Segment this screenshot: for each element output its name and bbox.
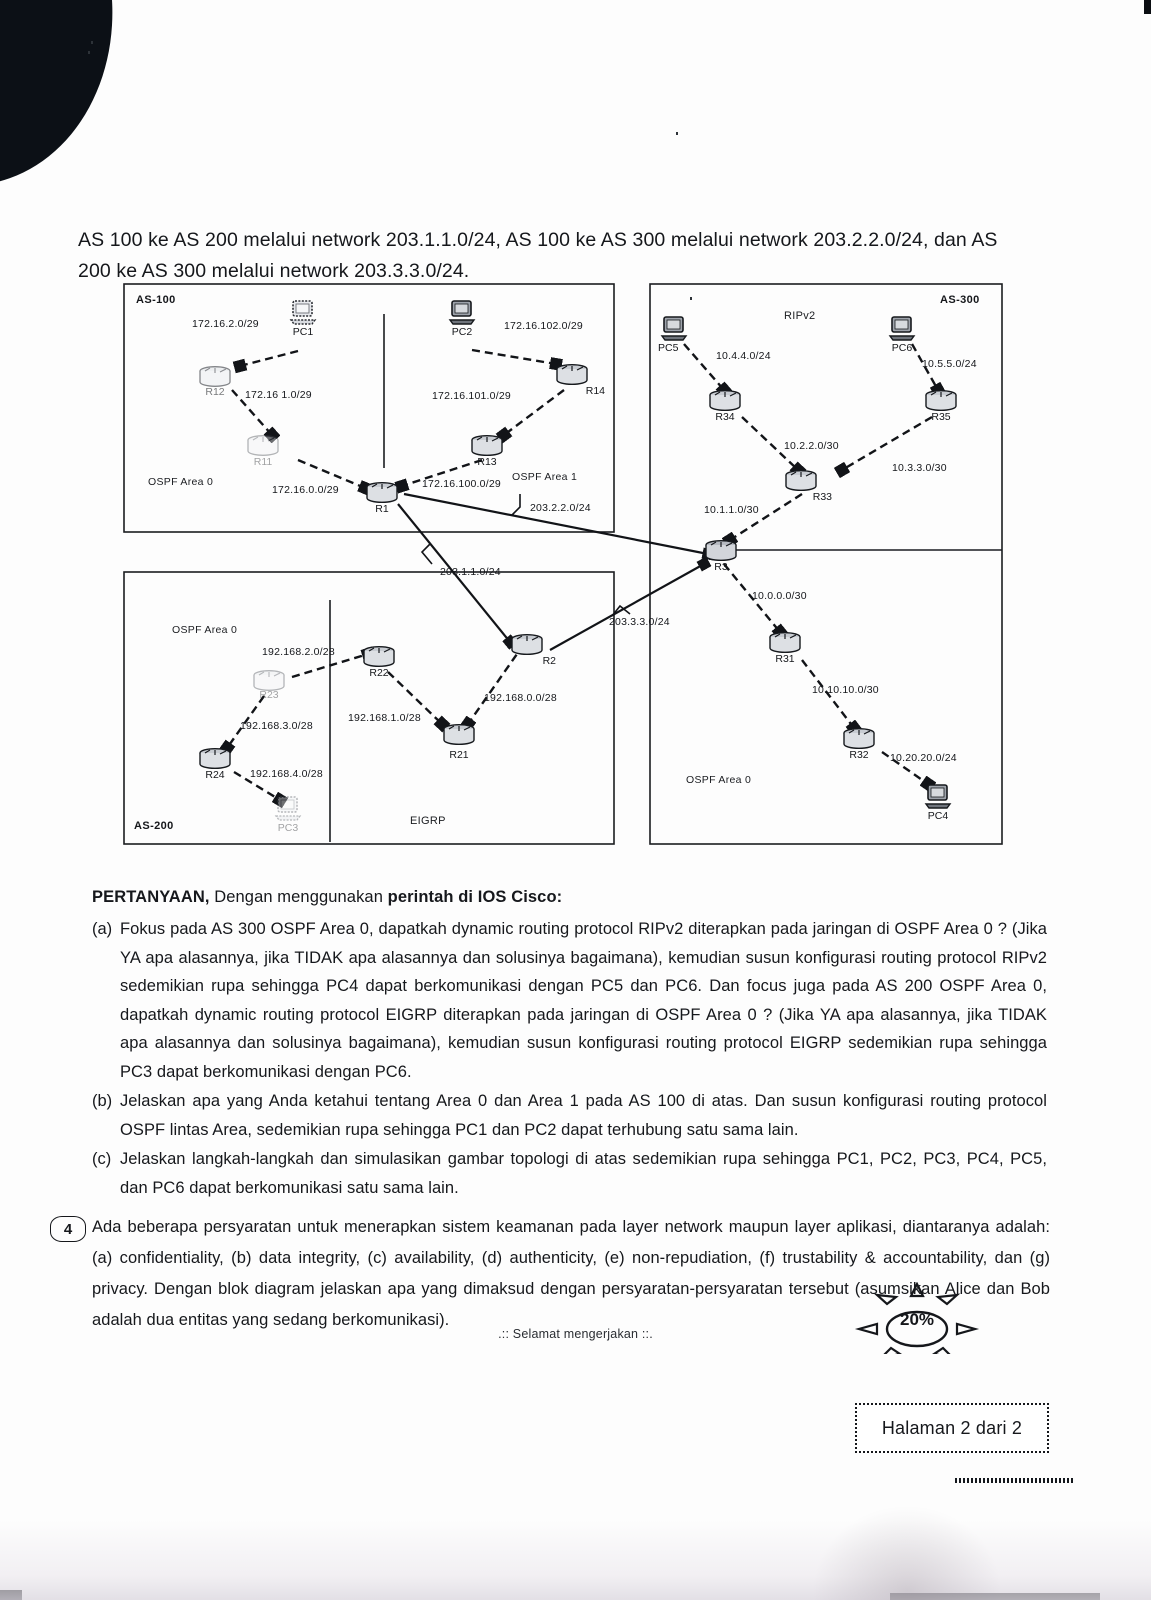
netlabel-172-16-0-0: 172.16.0.0/29	[272, 484, 339, 496]
node-label-r11: R11	[253, 456, 273, 468]
node-r24	[198, 748, 232, 781]
page-number-text: Halaman 2 dari 2	[881, 1417, 1023, 1438]
node-r2	[510, 634, 556, 667]
questions-heading-mid: Dengan menggunakan	[214, 888, 388, 906]
scan-artifact-smudge	[812, 1505, 1002, 1600]
netlabel-10-0-0-0: 10.0.0.0/30	[752, 590, 807, 602]
network-topology-diagram	[112, 272, 1012, 857]
node-r31	[768, 632, 802, 665]
question-text-a: Fokus pada AS 300 OSPF Area 0, dapatkah dynamic routing protocol RIPv2 diterapkan pada jaringan di OSPF Area 0 ? (Jika YA apa alasannya, jika TIDAK apa alasannya dan solusinya bagaimana), kemudian susun konfigurasi routing protocol RIPv2 sedemikian rupa sehingga PC4 dapat berkomunikasi dengan PC5 dan PC6. Dan focus juga pada AS 200 OSPF Area 0, dapatkah dynamic routing protocol EIGRP diterapkan pada jaringan di OSPF Area 0 ? (Jika YA apa alasannya, jika TIDAK apa alasannya dan solusinya bagaimana), kemudian susun konfigurasi routing protocol EIGRP sedemikian rupa sehingga PC3 dapat berkomunikasi dengan PC6.	[120, 920, 1047, 1081]
scan-speck	[88, 51, 90, 54]
as100-tag: AS-100	[136, 294, 176, 306]
node-pc1	[289, 300, 317, 338]
question-text-c: Jelaskan langkah-langkah dan simulasikan gambar topologi di atas sedemikian rupa sehingga PC1, PC2, PC3, PC4, PC5, dan PC6 dapat berkomunikasi satu sama lain.	[120, 1150, 1047, 1197]
scan-artifact-corner	[0, 0, 130, 186]
netlabel-192-168-3-0: 192.168.3.0/28	[240, 720, 313, 732]
node-label-r3: R3	[714, 561, 728, 573]
scan-speck	[91, 41, 93, 44]
node-r14	[555, 364, 605, 397]
node-r3	[704, 540, 738, 573]
node-label-r22: R22	[369, 667, 389, 679]
as200-protocol-label: EIGRP	[410, 815, 446, 827]
scan-speck	[676, 132, 678, 135]
node-r35	[924, 390, 958, 423]
node-label-pc3: PC3	[277, 822, 299, 834]
netlabel-172-16-2-0: 172.16.2.0/29	[192, 318, 259, 330]
netlabel-10-1-1-0: 10.1.1.0/30	[704, 504, 759, 516]
netlabel-172-16-100-0: 172.16.100.0/29	[422, 478, 501, 490]
node-r22	[362, 646, 396, 679]
node-r12	[198, 366, 232, 398]
closing-note: .:: Selamat mengerjakan ::.	[498, 1327, 653, 1341]
netlabel-172-16-1-0: 172.16 1.0/29	[245, 389, 312, 401]
netlabel-10-3-3-0: 10.3.3.0/30	[892, 462, 947, 474]
node-pc5	[658, 316, 688, 354]
netlabel-203-3-3-0: 203.3.3.0/24	[609, 616, 670, 628]
node-label-r32: R32	[849, 749, 869, 761]
node-label-r13: R13	[477, 456, 497, 468]
netlabel-10-10-10-0: 10.10.10.0/30	[812, 684, 879, 696]
node-label-r24: R24	[205, 769, 225, 781]
as300-area0-label: OSPF Area 0	[686, 774, 752, 786]
question-item-c	[92, 1145, 1047, 1202]
netlabel-192-168-2-0: 192.168.2.0/28	[262, 646, 335, 658]
node-r33	[784, 470, 832, 503]
as300-protocol-label: RIPv2	[784, 310, 816, 322]
node-label-r12: R12	[205, 386, 225, 398]
node-label-r23: R23	[259, 689, 279, 701]
questions-heading-lead: PERTANYAAN,	[92, 888, 215, 906]
weight-badge-value: 20%	[899, 1309, 935, 1329]
node-pc4	[924, 784, 952, 822]
node-r23	[252, 670, 286, 701]
node-r21	[442, 724, 476, 761]
as100-area1-label: OSPF Area 1	[512, 471, 578, 483]
node-label-pc1: PC1	[292, 326, 314, 338]
node-r1	[365, 482, 399, 515]
node-r13	[470, 435, 504, 468]
scan-artifact-tick-marks	[955, 1478, 1073, 1483]
netlabel-192-168-0-0: 192.168.0.0/28	[484, 692, 557, 704]
netlabel-172-16-102-0: 172.16.102.0/29	[504, 320, 583, 332]
netlabel-203-2-2-0: 203.2.2.0/24	[530, 502, 591, 514]
as200-area0-label: OSPF Area 0	[172, 624, 238, 636]
node-label-r35: R35	[931, 411, 951, 423]
node-label-r21: R21	[449, 749, 469, 761]
question-marker-a: (a)	[92, 920, 113, 938]
node-label-r14: R14	[585, 385, 605, 397]
as200-tag: AS-200	[134, 820, 174, 832]
netlabel-172-16-101-0: 172.16.101.0/29	[432, 390, 511, 402]
node-label-pc5: PC5	[658, 342, 679, 354]
page-number-box	[855, 1403, 1049, 1453]
weight-badge-sunburst	[851, 1282, 983, 1354]
scan-artifact-right-edge	[1144, 0, 1151, 14]
node-pc2	[448, 300, 476, 338]
question-text-b: Jelaskan apa yang Anda ketahui tentang Area 0 dan Area 1 pada AS 100 di atas. Dan susun konfigurasi routing protocol OSPF lintas Area, sedemikian rupa sehingga PC1 dan PC2 dapat terhubung satu sama lain.	[120, 1092, 1047, 1139]
node-r32	[842, 728, 876, 761]
netlabel-10-20-20-0: 10.20.20.0/24	[890, 752, 957, 764]
question-text-4: Ada beberapa persyaratan untuk menerapkan sistem keamanan pada layer network maupun layer aplikasi, diantaranya adalah: (a) confidentiality, (b) data integrity, (c) availability, (d) authenticity, (e) non-repudiation, (f) trustability & accountability, dan (g) privacy. Dengan blok diagram jelaskan apa yang dimaksud dengan persyaratan-persyaratan tersebut (asumsikan Alice dan Bob adalah dua entitas yang sedang berkomunikasi).	[92, 1218, 1050, 1329]
question-item-b	[92, 1087, 1047, 1144]
node-label-r33: R33	[812, 491, 832, 503]
as300-tag: AS-300	[940, 294, 980, 306]
node-pc6	[888, 316, 916, 354]
netlabel-10-2-2-0: 10.2.2.0/30	[784, 440, 839, 452]
questions-heading	[92, 888, 562, 907]
netlabel-192-168-1-0: 192.168.1.0/28	[348, 712, 421, 724]
node-label-pc6: PC6	[891, 342, 913, 354]
questions-list	[92, 915, 1047, 1203]
node-label-r2: R2	[542, 655, 556, 667]
node-r34	[708, 390, 742, 423]
node-label-pc4: PC4	[927, 810, 949, 822]
question-marker-b: (b)	[92, 1092, 113, 1110]
node-label-r34: R34	[715, 411, 735, 423]
question-item-a	[92, 915, 1047, 1086]
intro-paragraph: AS 100 ke AS 200 melalui network 203.1.1.0/24, AS 100 ke AS 300 melalui network 203.2.2.0/24, dan AS 200 ke AS 300 melalui network 203.3.3.0/24.	[78, 228, 998, 282]
node-r11	[246, 435, 280, 468]
node-label-r1: R1	[375, 503, 389, 515]
questions-heading-tail: perintah di IOS Cisco:	[387, 888, 563, 906]
as100-area0-label: OSPF Area 0	[148, 476, 214, 488]
netlabel-10-5-5-0: 10.5.5.0/24	[922, 358, 977, 370]
question-marker-c: (c)	[92, 1150, 112, 1168]
netlabel-10-4-4-0: 10.4.4.0/24	[716, 350, 771, 362]
netlabel-203-1-1-0: 203.1.1.0/24	[440, 566, 501, 578]
netlabel-192-168-4-0: 192.168.4.0/28	[250, 768, 323, 780]
node-label-r31: R31	[775, 653, 795, 665]
node-pc3	[274, 796, 302, 834]
node-label-pc2: PC2	[451, 326, 473, 338]
question-number-badge: 4	[50, 1216, 86, 1242]
